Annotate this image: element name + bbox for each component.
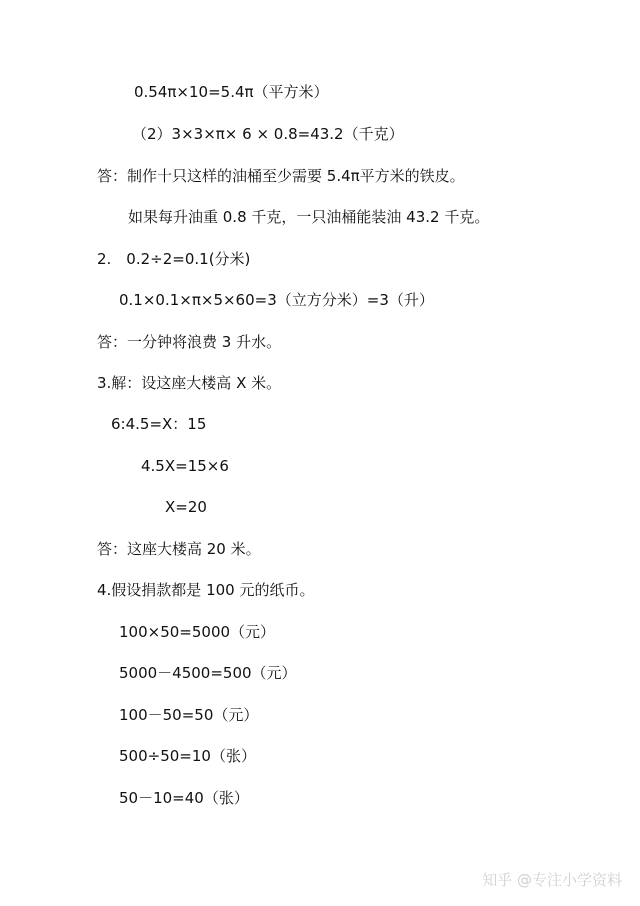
text-line-1: 0.54π×10=5.4π（平方米） xyxy=(134,83,329,101)
watermark: 知乎 @专注小学资料 xyxy=(482,871,622,889)
problem-4-step-3: 100－50=50（元） xyxy=(119,706,259,724)
problem-3-answer: 答：这座大楼高 20 米。 xyxy=(97,540,261,558)
problem-4-step-5: 50－10=40（张） xyxy=(119,789,249,807)
problem-3-heading: 3.解：设这座大楼高 X 米。 xyxy=(97,374,282,392)
problem-2-answer: 答：一分钟将浪费 3 升水。 xyxy=(97,333,282,351)
text-line-2: （2）3×3×π× 6 × 0.8=43.2（千克） xyxy=(132,125,404,143)
problem-3-proportion: 6:4.5=X：15 xyxy=(111,415,207,433)
problem-4-step-1: 100×50=5000（元） xyxy=(119,623,276,641)
problem-2-heading: 2. 0.2÷2=0.1(分米) xyxy=(97,250,251,268)
problem-2-calc: 0.1×0.1×π×5×60=3（立方分米）=3（升） xyxy=(119,291,434,309)
answer-line-1: 答：制作十只这样的油桶至少需要 5.4π平方米的铁皮。 xyxy=(97,167,465,185)
problem-3-step: 4.5X=15×6 xyxy=(141,457,229,475)
problem-4-heading: 4.假设捐款都是 100 元的纸币。 xyxy=(97,581,315,599)
answer-line-2: 如果每升油重 0.8 千克，一只油桶能装油 43.2 千克。 xyxy=(128,208,490,226)
problem-3-result: X=20 xyxy=(165,498,207,516)
problem-4-step-2: 5000－4500=500（元） xyxy=(119,664,297,682)
problem-4-step-4: 500÷50=10（张） xyxy=(119,747,256,765)
